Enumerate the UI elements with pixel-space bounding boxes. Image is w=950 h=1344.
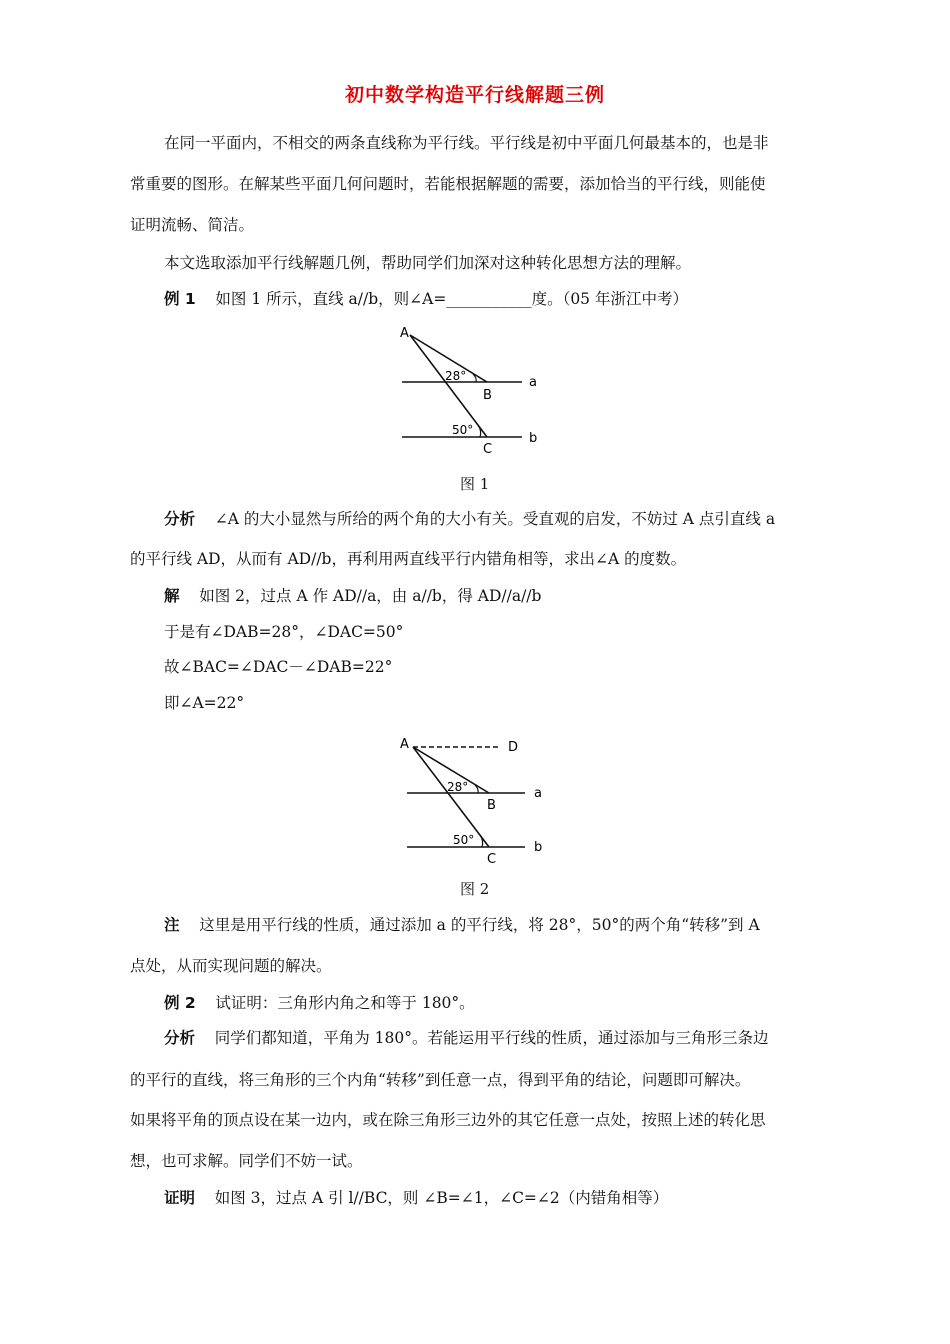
segment-ac (410, 335, 487, 437)
angle-b-label: 28° (447, 780, 469, 794)
example1-solution-line3: 故∠BAC=∠DAC－∠DAB=22° (164, 658, 393, 676)
example2-proof-line1 (164, 1188, 668, 1208)
analysis-text: 同学们都知道，平角为 180°。若能运用平行线的性质，通过添加与三角形三条边 (214, 1029, 769, 1047)
intro-paragraph-line: 常重要的图形。在解某些平面几何问题时，若能根据解题的需要，添加恰当的平行线，则能使 (130, 175, 766, 193)
figure-1 (390, 322, 550, 458)
angle-c-label: 50° (452, 423, 474, 437)
segment-ac (413, 747, 489, 847)
analysis-label: 分析 (164, 510, 196, 528)
point-b-label: B (483, 388, 492, 403)
point-a-label: A (400, 737, 409, 752)
note-text: 这里是用平行线的性质，通过添加 a 的平行线，将 28°，50°的两个角“转移”到 A (199, 916, 760, 934)
figure-2 (395, 733, 555, 869)
proof-text: 如图 3，过点 A 引 l//BC，则 ∠B=∠1，∠C=∠2（内错角相等） (214, 1189, 669, 1207)
line-b-label: b (534, 840, 543, 855)
line-b-label: b (529, 431, 538, 446)
point-a-label: A (400, 326, 409, 341)
example2-label: 例 2 (164, 994, 196, 1012)
intro-paragraph-line: 在同一平面内，不相交的两条直线称为平行线。平行线是初中平面几何最基本的，也是非 (164, 134, 769, 152)
example1-analysis-line2: 的平行线 AD，从而有 AD//b，再利用两直线平行内错角相等，求出∠A 的度数。 (130, 550, 687, 568)
proof-label: 证明 (164, 1189, 196, 1207)
example2-analysis-line1 (164, 1028, 769, 1048)
example1-question-text: 如图 1 所示，直线 a//b，则∠A=___________度。（05 年浙江中考） (215, 290, 688, 308)
solution-text: 如图 2，过点 A 作 AD//a，由 a//b，得 AD//a//b (199, 587, 542, 605)
example2-question (164, 993, 475, 1013)
point-d-label: D (508, 740, 519, 755)
example1-solution-line2: 于是有∠DAB=28°，∠DAC=50° (164, 623, 404, 641)
figure-2-caption: 图 2 (460, 880, 490, 898)
example2-analysis-line2: 的平行的直线，将三角形的三个内角“转移”到任意一点，得到平角的结论，问题即可解决。 (130, 1071, 751, 1089)
example2-question-text: 试证明：三角形内角之和等于 180°。 (215, 994, 475, 1012)
angle-b-label: 28° (445, 369, 467, 383)
point-c-label: C (487, 852, 497, 867)
example1-solution-line4: 即∠A=22° (164, 694, 245, 712)
point-c-label: C (483, 442, 493, 457)
intro-paragraph-line: 证明流畅、简洁。 (130, 216, 255, 234)
example1-question (164, 289, 688, 309)
angle-c-arc (480, 835, 483, 847)
example1-label: 例 1 (164, 290, 196, 308)
example1-analysis-line1 (164, 509, 775, 529)
analysis-label: 分析 (164, 1029, 196, 1047)
page-title: 初中数学构造平行线解题三例 (344, 84, 605, 106)
analysis-text: ∠A 的大小显然与所给的两个角的大小有关。受直观的启发，不妨过 A 点引直线 a (214, 510, 776, 528)
intro-paragraph-2: 本文选取添加平行线解题几例，帮助同学们加深对这种转化思想方法的理解。 (164, 254, 692, 272)
example1-solution-line1 (164, 586, 541, 606)
line-a-label: a (529, 375, 537, 390)
example1-note-line2: 点处，从而实现问题的解决。 (130, 957, 332, 975)
example2-analysis-line4: 想，也可求解。同学们不妨一试。 (130, 1152, 363, 1170)
example1-note-line1 (164, 915, 760, 935)
angle-c-label: 50° (453, 833, 475, 847)
note-label: 注 (164, 916, 180, 934)
example2-analysis-line3: 如果将平角的顶点设在某一边内，或在除三角形三边外的其它任意一点处，按照上述的转化思 (130, 1111, 766, 1129)
solution-label: 解 (164, 587, 180, 605)
point-b-label: B (487, 798, 496, 813)
line-a-label: a (534, 786, 542, 801)
figure-1-caption: 图 1 (460, 475, 490, 493)
